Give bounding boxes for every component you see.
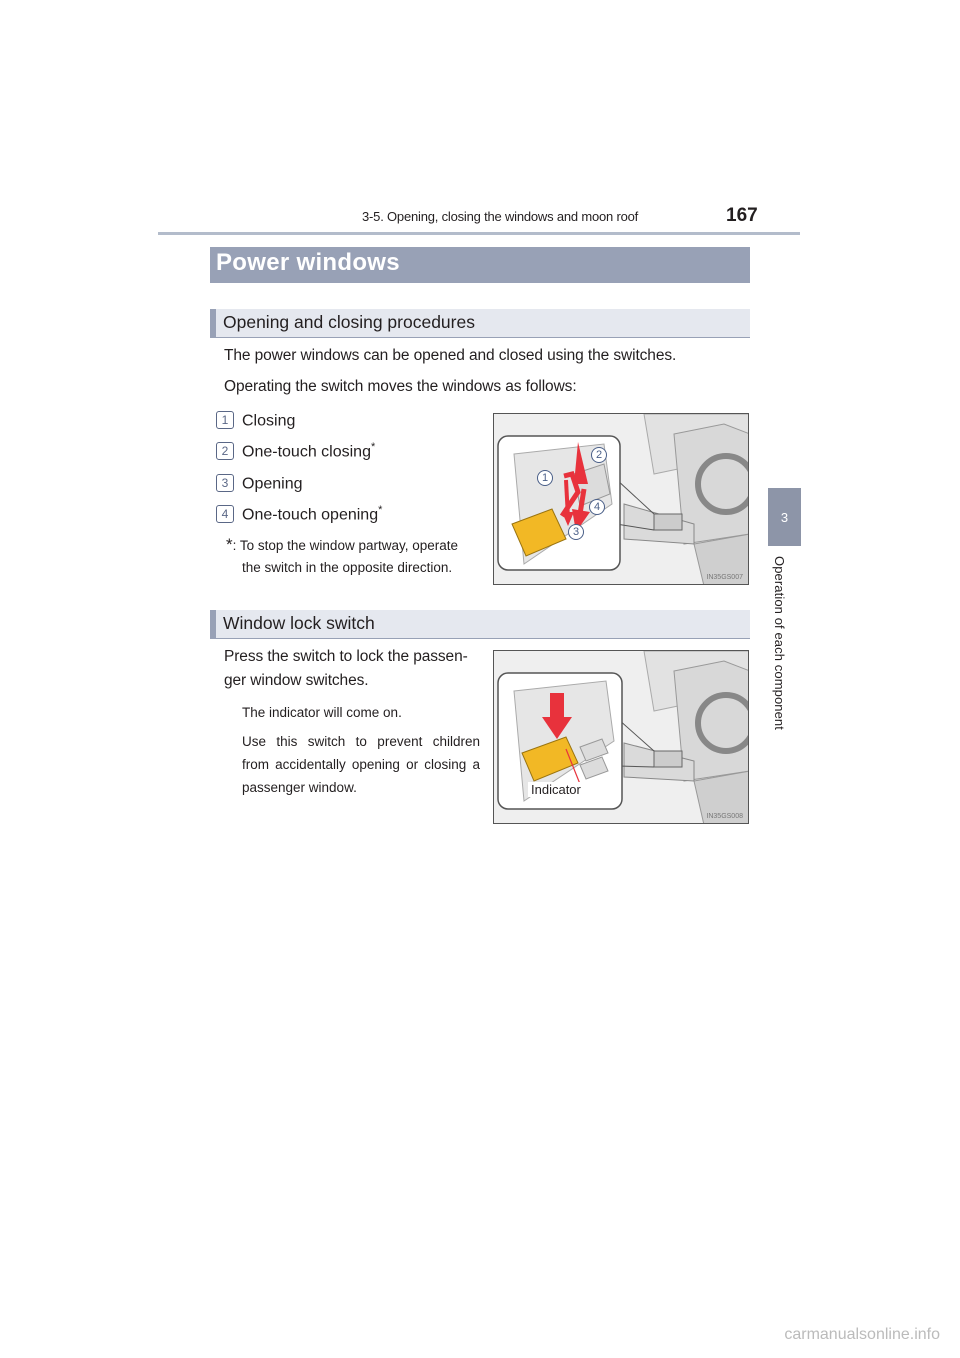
watermark: carmanualsonline.info [784,1326,940,1343]
item-label: One-touch opening* [242,503,383,524]
page-title-bar [210,247,750,283]
list-item [216,472,303,494]
section-header: 3-5. Opening, closing the windows and moon roof [362,209,639,224]
lock-switch-illustration [494,651,749,824]
section-heading: Window lock switch [223,613,375,633]
note-line: Use this switch to prevent children [242,734,480,749]
note-line: passenger window. [242,780,357,795]
section-heading: Opening and closing procedures [223,312,475,332]
note-line: from accidentally opening or closing a [242,757,480,772]
window-switch-figure [493,413,749,585]
item-number: 1 [216,411,234,429]
window-lock-figure [493,650,749,824]
item-number: 4 [216,505,234,523]
chapter-tab: 3 [768,488,801,546]
callout-2: 2 [591,447,607,463]
page-title: Power windows [216,249,400,276]
footnote-cont: the switch in the opposite direction. [242,560,453,575]
chapter-label: Operation of each component [772,556,787,730]
list-item [216,409,295,431]
indicator-label: Indicator [528,782,584,797]
intro-paragraph: Operating the switch moves the windows as follows: [224,378,577,395]
body-paragraph: Press the switch to lock the passen- [224,648,468,665]
item-label: Opening [242,475,303,493]
figure-code: IN35GS008 [706,813,743,820]
footnote: *: To stop the window partway, operate [226,535,459,554]
switch-illustration [494,414,749,585]
list-item [216,503,382,525]
figure-code: IN35GS007 [706,574,743,581]
section-heading-bar [210,610,750,639]
callout-1: 1 [537,470,553,486]
item-label: Closing [242,412,296,430]
heading-accent [210,610,216,638]
item-label: One-touch closing* [242,440,376,461]
note-line: The indicator will come on. [242,705,402,720]
body-paragraph: ger window switches. [224,672,369,689]
list-item [216,440,375,462]
header-rule [158,232,800,235]
intro-paragraph: The power windows can be opened and closed using the switches. [224,347,677,364]
page-number: 167 [726,205,758,226]
heading-accent [210,309,216,337]
item-number: 2 [216,442,234,460]
section-heading-bar [210,309,750,338]
callout-3: 3 [568,524,584,540]
callout-4: 4 [589,499,605,515]
item-number: 3 [216,474,234,492]
